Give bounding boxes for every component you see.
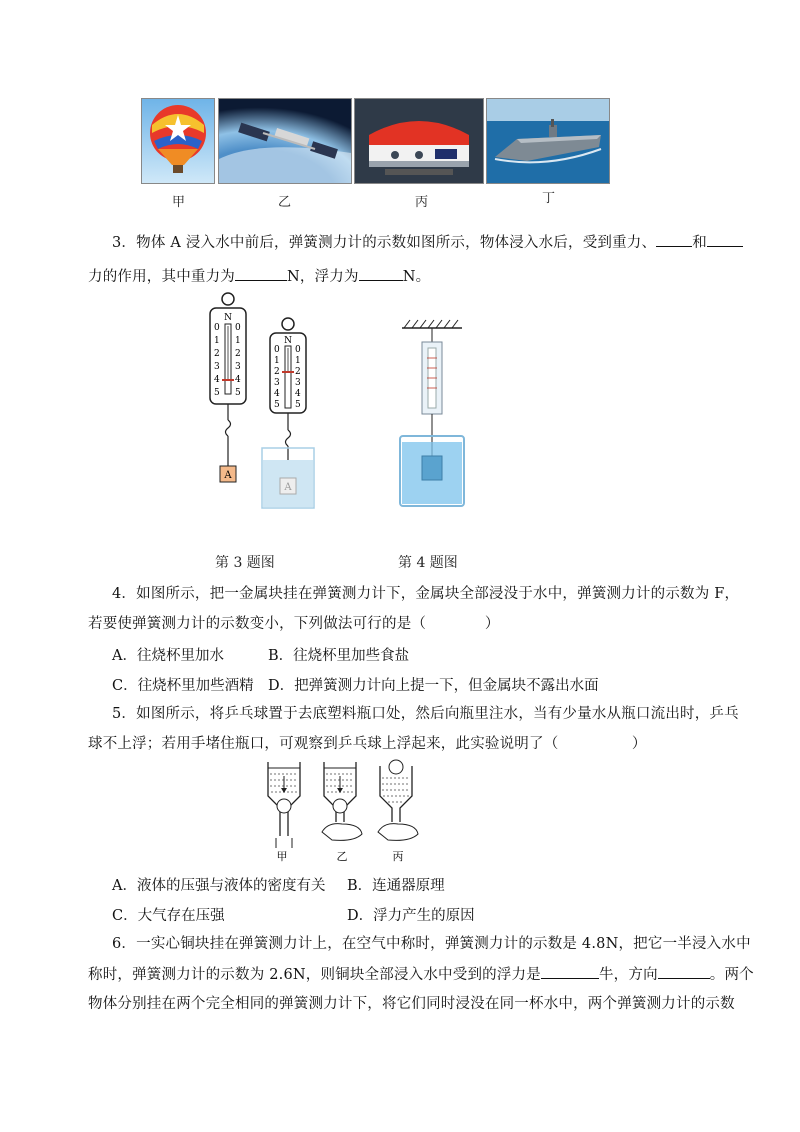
bottle-label-yi: 乙 [336, 850, 348, 863]
q3-blank-gravity [235, 266, 287, 281]
scale-2-unit: N [284, 336, 292, 346]
scale-1-tick-4: 4 [214, 375, 220, 385]
scale-1-tick-5b: 5 [235, 388, 241, 398]
scale-1-tick-0: 0 [214, 323, 220, 333]
q4-option-b[interactable]: B．往烧杯里加些食盐 [268, 648, 410, 664]
q3-blank-buoyancy [359, 266, 403, 281]
bottle-label-jia: 甲 [276, 850, 288, 863]
scale-2-tick-1: 1 [274, 356, 280, 366]
q5-line-1: 5．如图所示，将乒乓球置于去底塑料瓶口处，然后向瓶里注水，当有少量水从瓶口流出时，乒乓 [112, 706, 739, 722]
photo-caption-2: 乙 [278, 195, 292, 210]
q5-figure [262, 756, 432, 866]
q6-text-direction: 牛，方向 [598, 967, 658, 983]
scale-2-tick-1b: 1 [295, 356, 301, 366]
scale-1-tick-4b: 4 [235, 375, 241, 385]
scale-1-tick-5: 5 [214, 388, 220, 398]
scale-1-tick-3b: 3 [235, 362, 241, 372]
photo-hot-air-balloon [141, 98, 215, 184]
scale-1-tick-2: 2 [214, 349, 220, 359]
q3-line-1 [112, 232, 743, 253]
scale-2-tick-4: 4 [274, 389, 280, 399]
q5-option-a[interactable]: A．液体的压强与液体的密度有关 [112, 878, 326, 894]
q3-text-a: 3．物体 A 浸入水中前后，弹簧测力计的示数如图所示，物体浸入水后，受到重力、 [112, 235, 657, 251]
q4-line-2: 若要使弹簧测力计的示数变小，下列做法可行的是（ ） [88, 616, 500, 632]
q5-option-d[interactable]: D．浮力产生的原因 [347, 908, 475, 924]
scale-1-unit: N [224, 313, 232, 323]
q4-option-d[interactable]: D．把弹簧测力计向上提一下，但金属块不露出水面 [268, 678, 599, 694]
bottle-jia [268, 762, 300, 848]
bottle-bing [378, 760, 418, 840]
photo-space-station [218, 98, 352, 184]
scale-2-tick-4b: 4 [295, 389, 301, 399]
q3-blank-force-2 [707, 232, 743, 247]
q4-figure [396, 318, 476, 510]
q6-line-1: 6．一实心铜块挂在弹簧测力计上，在空气中称时，弹簧测力计的示数是 4.8N，把它一半浸入水中 [112, 936, 751, 952]
scale-1-tick-1b: 1 [235, 336, 241, 346]
scale-2-tick-3: 3 [274, 378, 280, 388]
q3-blank-force-1 [656, 232, 692, 247]
scale-1-tick-2b: 2 [235, 349, 241, 359]
block-a-label-submerged: A [284, 482, 292, 493]
q5-line-2: 球不上浮；若用手堵住瓶口，可观察到乒乓球上浮起来，此实验说明了（ ） [88, 736, 647, 752]
q6-line-3: 物体分别挂在两个完全相同的弹簧测力计下，将它们同时浸没在同一杯水中，两个弹簧测力计的示数 [88, 996, 735, 1012]
scale-2-tick-0: 0 [274, 345, 280, 355]
photo-caption-4: 丁 [542, 191, 556, 206]
q6-text-a: 称时，弹簧测力计的示数为 2.6N，则铜块全部浸入水中受到的浮力是 [88, 967, 541, 983]
bottle-label-bing: 丙 [392, 850, 404, 863]
q6-blank-buoyancy [541, 964, 599, 979]
q4-figure-caption: 第 4 题图 [398, 555, 458, 571]
scale-1-tick-3: 3 [214, 362, 220, 372]
spring-scale-1 [210, 293, 246, 482]
q3-text-and: 和 [692, 235, 707, 251]
scale-2-tick-2: 2 [274, 367, 280, 377]
q4-option-c[interactable]: C．往烧杯里加些酒精 [112, 678, 254, 694]
q3-line-2 [88, 266, 430, 287]
q6-blank-direction [658, 964, 710, 979]
q3-figure-caption: 第 3 题图 [215, 555, 275, 571]
q3-text-end: N。 [402, 269, 431, 285]
scale-1-tick-0b: 0 [235, 323, 241, 333]
q3-text-gravity: 力的作用，其中重力为 [88, 269, 235, 285]
q5-option-c[interactable]: C．大气存在压强 [112, 908, 225, 924]
bottle-yi [322, 762, 362, 840]
q6-text-end: 。两个 [709, 967, 754, 983]
scale-2-tick-3b: 3 [295, 378, 301, 388]
photo-aircraft-carrier [486, 98, 610, 184]
scale-1-tick-1: 1 [214, 336, 220, 346]
block-a-label: A [224, 470, 232, 481]
scale-2-tick-5: 5 [274, 400, 280, 410]
scale-2-tick-0b: 0 [295, 345, 301, 355]
q5-option-b[interactable]: B．连通器原理 [347, 878, 445, 894]
photo-caption-3: 丙 [415, 195, 429, 210]
q6-line-2 [88, 964, 754, 985]
q3-text-buoyancy: N，浮力为 [287, 269, 359, 285]
photo-caption-1: 甲 [172, 195, 186, 210]
scale-2-tick-2b: 2 [295, 367, 301, 377]
scale-2-tick-5b: 5 [295, 400, 301, 410]
spring-scale-2 [262, 318, 314, 508]
q3-figure [200, 290, 330, 540]
photo-submersible [354, 98, 484, 184]
q4-line-1: 4．如图所示，把一金属块挂在弹簧测力计下，金属块全部浸没于水中，弹簧测力计的示数为 F， [112, 586, 740, 602]
q4-option-a[interactable]: A．往烧杯里加水 [112, 648, 224, 664]
